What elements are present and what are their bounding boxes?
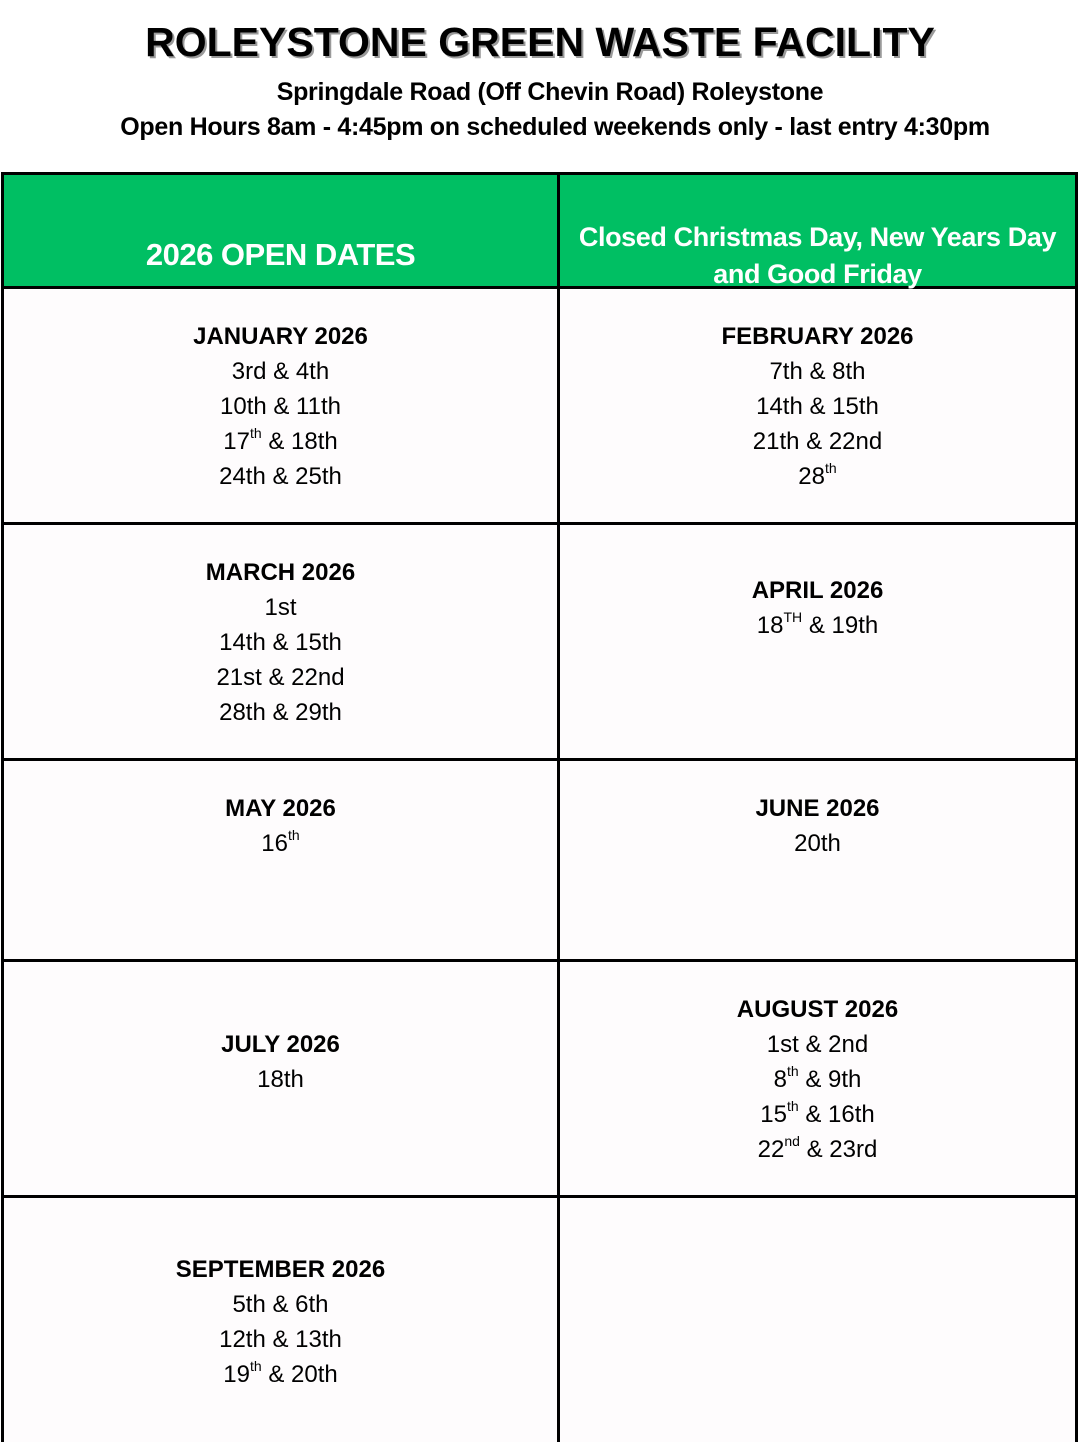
empty-cell bbox=[560, 1198, 1075, 1442]
month-march bbox=[4, 555, 557, 730]
date-line bbox=[4, 826, 557, 861]
date-suffix: th bbox=[825, 460, 837, 476]
date-line bbox=[560, 354, 1075, 389]
month-april bbox=[560, 573, 1075, 643]
table-header-row bbox=[4, 175, 1075, 289]
month-may bbox=[4, 791, 557, 861]
month-cell-march bbox=[4, 525, 560, 758]
date-text: 20th bbox=[794, 830, 841, 857]
month-september bbox=[4, 1252, 557, 1392]
date-text: 18 bbox=[756, 612, 784, 639]
month-january bbox=[4, 319, 557, 494]
header-cell-open-dates bbox=[4, 175, 560, 286]
date-text: & 20th bbox=[261, 1361, 338, 1388]
date-line bbox=[4, 459, 557, 494]
month-july bbox=[4, 1027, 557, 1097]
date-line bbox=[4, 1322, 557, 1357]
date-line bbox=[560, 1132, 1075, 1167]
month-name: JULY 2026 bbox=[221, 1031, 340, 1058]
table-row bbox=[4, 962, 1075, 1198]
date-suffix: th bbox=[786, 1098, 799, 1114]
date-line bbox=[4, 625, 557, 660]
date-suffix: th bbox=[786, 1063, 799, 1079]
date-text: 14th & 15th bbox=[756, 393, 879, 420]
date-text: 5th & 6th bbox=[232, 1291, 329, 1318]
table-row bbox=[4, 289, 1075, 525]
date-suffix: th bbox=[249, 1358, 262, 1374]
table-row bbox=[4, 525, 1075, 761]
date-line bbox=[4, 389, 557, 424]
date-text: 3rd & 4th bbox=[231, 358, 330, 385]
month-cell-april bbox=[560, 525, 1075, 758]
date-text: 7th & 8th bbox=[769, 358, 866, 385]
date-text: & 19th bbox=[802, 612, 879, 639]
date-text: 18th bbox=[257, 1066, 304, 1093]
date-text: 24th & 25th bbox=[219, 463, 342, 490]
date-line bbox=[560, 608, 1075, 643]
date-line bbox=[560, 1097, 1075, 1132]
date-suffix: TH bbox=[783, 609, 803, 625]
month-name: FEBRUARY 2026 bbox=[721, 323, 914, 350]
date-line bbox=[4, 1357, 557, 1392]
date-line bbox=[560, 459, 1075, 494]
page-title: ROLEYSTONE GREEN WASTE FACILITY bbox=[145, 19, 935, 65]
date-line bbox=[4, 424, 557, 459]
date-text: 28 bbox=[798, 463, 825, 490]
date-line bbox=[4, 695, 557, 730]
table-row bbox=[4, 1198, 1075, 1442]
date-text: 22 bbox=[757, 1136, 785, 1163]
date-line bbox=[4, 1287, 557, 1322]
date-text: & 23rd bbox=[799, 1136, 878, 1163]
month-name: AUGUST 2026 bbox=[736, 996, 899, 1023]
month-name: JANUARY 2026 bbox=[193, 323, 368, 350]
date-text: 1st & 2nd bbox=[766, 1031, 869, 1058]
month-cell-may bbox=[4, 761, 560, 959]
date-line bbox=[4, 354, 557, 389]
date-text: & 9th bbox=[798, 1066, 862, 1093]
month-cell-february bbox=[560, 289, 1075, 522]
month-name: MARCH 2026 bbox=[205, 559, 356, 586]
date-suffix: th bbox=[288, 827, 300, 843]
date-text: 17 bbox=[223, 428, 250, 455]
month-cell-june bbox=[560, 761, 1075, 959]
date-line bbox=[560, 424, 1075, 459]
date-text: 14th & 15th bbox=[219, 629, 342, 656]
month-name: SEPTEMBER 2026 bbox=[175, 1256, 386, 1283]
month-august bbox=[560, 992, 1075, 1167]
date-text: & 18th bbox=[261, 428, 338, 455]
date-suffix: th bbox=[249, 425, 262, 441]
month-cell-september bbox=[4, 1198, 560, 1442]
date-text: 16 bbox=[261, 830, 288, 857]
date-text: 8 bbox=[773, 1066, 787, 1093]
date-line bbox=[560, 389, 1075, 424]
schedule-table bbox=[1, 172, 1078, 1442]
month-name: JUNE 2026 bbox=[755, 795, 880, 822]
date-line bbox=[560, 1027, 1075, 1062]
facility-address: Springdale Road (Off Chevin Road) Roleystone bbox=[276, 78, 824, 106]
date-text: 21th & 22nd bbox=[752, 428, 883, 455]
date-text: 19 bbox=[223, 1361, 250, 1388]
table-row bbox=[4, 761, 1075, 962]
open-hours: Open Hours 8am - 4:45pm on scheduled weekends only - last entry 4:30pm bbox=[120, 113, 990, 141]
page-header bbox=[0, 0, 1080, 172]
date-line bbox=[4, 660, 557, 695]
month-cell-january bbox=[4, 289, 560, 522]
date-suffix: nd bbox=[784, 1133, 800, 1149]
date-line bbox=[560, 1062, 1075, 1097]
date-line bbox=[4, 1062, 557, 1097]
month-name: APRIL 2026 bbox=[751, 577, 884, 604]
month-name: MAY 2026 bbox=[225, 795, 336, 822]
date-text: 21st & 22nd bbox=[216, 664, 345, 691]
closed-days-note: Closed Christmas Day, New Years Day and Good Friday bbox=[578, 222, 1057, 289]
date-text: 28th & 29th bbox=[219, 699, 342, 726]
date-text: 12th & 13th bbox=[219, 1326, 342, 1353]
date-line bbox=[4, 590, 557, 625]
header-cell-closed-note bbox=[560, 175, 1075, 289]
month-cell-august bbox=[560, 962, 1075, 1195]
date-text: & 16th bbox=[798, 1101, 875, 1128]
month-february bbox=[560, 319, 1075, 494]
date-text: 10th & 11th bbox=[220, 393, 341, 420]
date-line bbox=[560, 826, 1075, 861]
open-dates-heading: 2026 OPEN DATES bbox=[145, 237, 416, 272]
date-text: 1st bbox=[264, 594, 297, 621]
month-june bbox=[560, 791, 1075, 861]
month-cell-july bbox=[4, 962, 560, 1195]
date-text: 15 bbox=[760, 1101, 787, 1128]
